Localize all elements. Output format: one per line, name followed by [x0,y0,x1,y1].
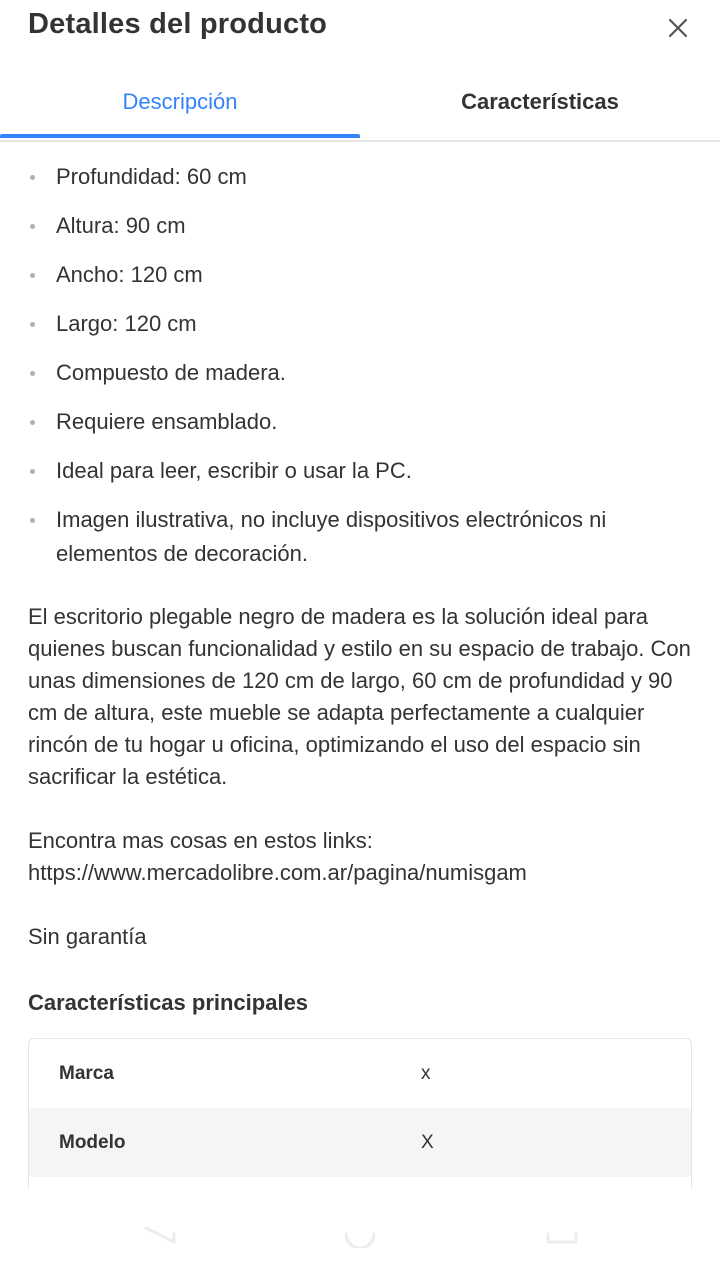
specs-title: Características principales [28,990,309,1015]
nav-recents-button[interactable] [542,1208,582,1253]
list-item-text: Profundidad: 60 cm [56,164,247,189]
spec-value: x [421,1062,431,1084]
specs-table [28,1038,692,1189]
list-item-text: Requiere ensamblado. [56,409,278,434]
warranty-text: Sin garantía [28,924,147,949]
spec-value: X [421,1131,434,1153]
links-intro: Encontra mas cosas en estos links: [28,828,373,853]
list-item-text: Imagen ilustrativa, no incluye dispositivos electrónicos ni elementos de decoración. [56,507,607,566]
close-icon [668,18,688,38]
spec-key: Modelo [59,1131,126,1153]
list-item [0,356,720,390]
system-nav-bar [0,1190,720,1272]
tab-descripcion[interactable]: Descripción [122,89,238,114]
description-content [0,160,720,953]
nav-home-button[interactable] [340,1208,380,1253]
page-title: Detalles del producto [28,8,328,40]
bullet-icon [30,420,35,425]
table-row [29,1108,691,1177]
bullet-icon [30,224,35,229]
list-item-text: Altura: 90 cm [56,213,186,238]
list-item [0,258,720,292]
list-item [0,160,720,194]
back-icon [140,1208,180,1248]
bullet-icon [30,518,35,523]
list-item-text: Ideal para leer, escribir o usar la PC. [56,458,412,483]
bullet-icon [30,469,35,474]
list-item-text: Ancho: 120 cm [56,262,203,287]
list-item [0,307,720,341]
table-row [29,1039,691,1108]
list-item-text: Largo: 120 cm [56,311,197,336]
bullet-icon [30,175,35,180]
description-paragraph: El escritorio plegable negro de madera es la solución ideal para quienes buscan funcionalidad y estilo en su espacio de trabajo. Con unas dimensiones de 120 cm de largo, 60 cm de profundidad y 90 cm de altura, este mueble se adapta perfectamente a cualquier rincón de tu hogar u oficina, optimizando el uso del espacio sin sacrificar la estética. [28,604,691,789]
active-tab-indicator [0,134,360,138]
bullet-icon [30,273,35,278]
list-item [0,503,720,571]
tab-bar [0,66,720,142]
list-item [0,405,720,439]
tab-caracteristicas[interactable]: Características [461,89,619,114]
home-icon [340,1208,380,1248]
nav-back-button[interactable] [140,1208,180,1253]
modal-header [0,0,720,58]
recents-icon [542,1208,582,1248]
store-link[interactable]: https://www.mercadolibre.com.ar/pagina/numisgam [28,860,527,885]
bullet-list [0,160,720,571]
bullet-icon [30,371,35,376]
list-item [0,454,720,488]
spec-key: Marca [59,1062,114,1084]
list-item-text: Compuesto de madera. [56,360,286,385]
list-item [0,209,720,243]
bullet-icon [30,322,35,327]
close-button[interactable] [662,12,694,44]
